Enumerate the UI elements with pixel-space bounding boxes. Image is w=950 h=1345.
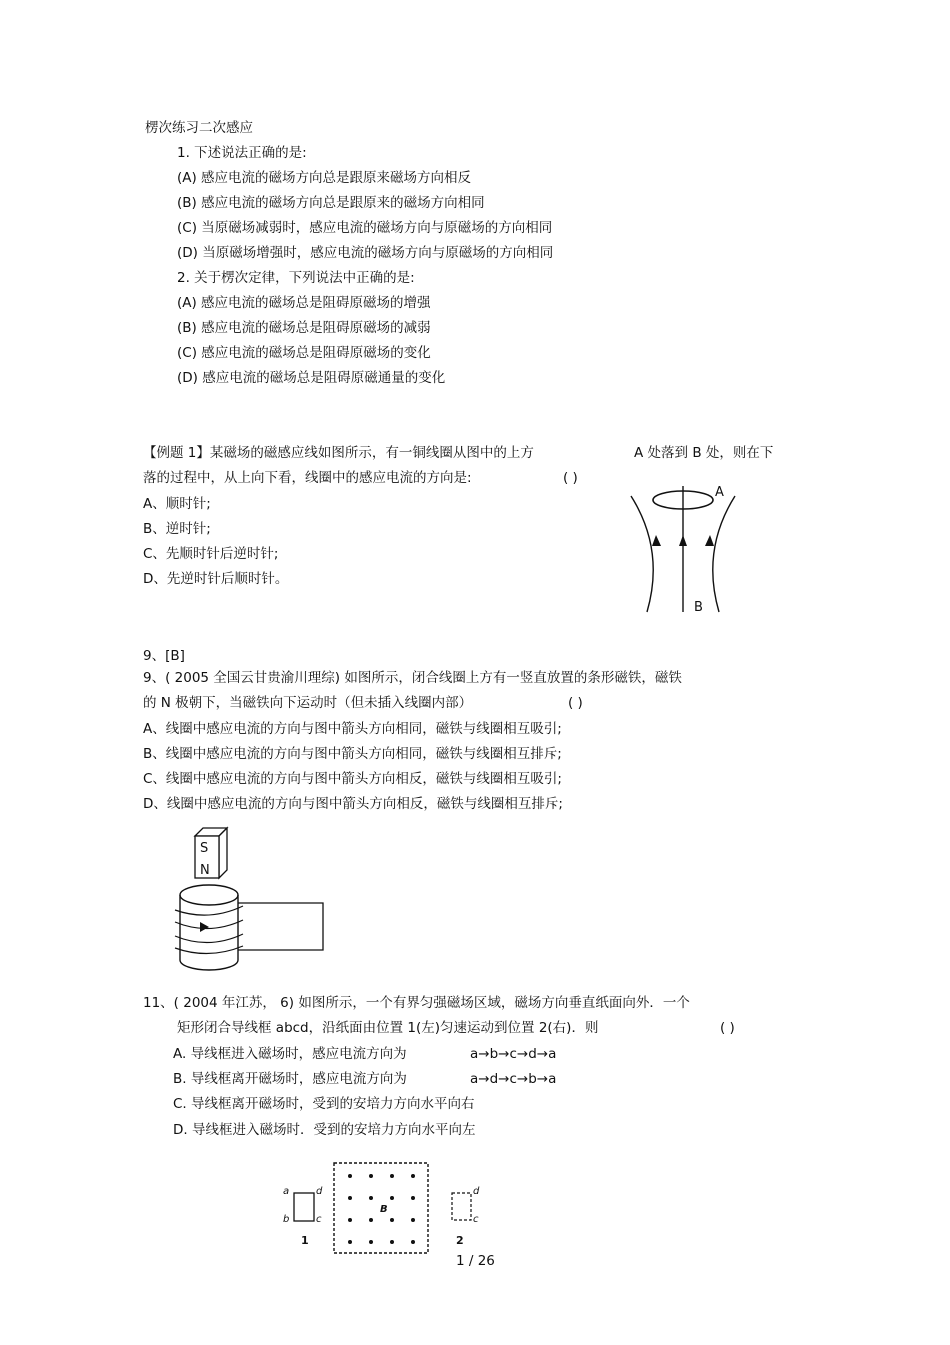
coil-winding-1 xyxy=(175,906,243,915)
magnet-side xyxy=(219,828,227,878)
q11-option-a: A. 导线框进入磁场时，感应电流方向为 xyxy=(173,1046,407,1062)
example1-answer-paren: ( ) xyxy=(563,470,578,486)
q11-option-a-value: a→b→c→d→a xyxy=(470,1046,557,1062)
right-field-line xyxy=(713,496,735,612)
example1-line1-b: A 处落到 B 处，则在下 xyxy=(634,445,774,461)
q11-option-b: B. 导线框离开磁场时，感应电流方向为 xyxy=(173,1071,407,1087)
left-arrow-icon xyxy=(652,535,661,546)
magnet-coil-figure xyxy=(165,822,335,972)
q11-option-d: D. 导线框进入磁场时．受到的安培力方向水平向左 xyxy=(173,1122,476,1138)
q9-answer-paren: ( ) xyxy=(568,695,583,711)
q2-stem: 2. 关于楞次定律，下列说法中正确的是: xyxy=(177,270,415,286)
page-number: 1 / 26 xyxy=(456,1253,495,1269)
q2-option-b: (B) 感应电流的磁场总是阻碍原磁场的减弱 xyxy=(177,320,431,336)
example1-line2: 落的过程中，从上向下看，线圈中的感应电流的方向是: xyxy=(143,470,472,486)
example1-option-d: D、先逆时针后顺时针。 xyxy=(143,571,289,587)
q11-answer-paren: ( ) xyxy=(720,1020,735,1036)
q1-option-b: (B) 感应电流的磁场方向总是跟原来的磁场方向相同 xyxy=(177,195,485,211)
frame1-a: a xyxy=(283,1186,290,1197)
example1-option-c: C、先顺时针后逆时针; xyxy=(143,546,279,562)
magnet-n-label: N xyxy=(200,863,210,878)
frame-position-1 xyxy=(294,1193,314,1221)
magnetic-field-figure xyxy=(280,1158,500,1258)
q9-answer: 9、[B] xyxy=(143,648,185,664)
frame-position-2 xyxy=(452,1193,471,1220)
coil-winding-3 xyxy=(175,934,243,943)
q9-option-a: A、线圈中感应电流的方向与图中箭头方向相同，磁铁与线圈相互吸引; xyxy=(143,721,562,737)
external-circuit xyxy=(238,903,323,950)
example1-line1-a: 【例题 1】某磁场的磁感应线如图所示，有一铜线圈从图中的上方 xyxy=(143,445,534,461)
position-2-label: 2 xyxy=(456,1234,464,1247)
q11-option-b-value: a→d→c→b→a xyxy=(470,1071,557,1087)
frame2-c: c xyxy=(473,1214,479,1225)
position-1-label: 1 xyxy=(301,1234,309,1247)
q11-line2: 矩形闭合导线框 abcd，沿纸面由位置 1(左)匀速运动到位置 2(右)．则 xyxy=(177,1020,599,1036)
frame1-c: c xyxy=(316,1214,322,1225)
q1-option-c: (C) 当原磁场减弱时，感应电流的磁场方向与原磁场的方向相同 xyxy=(177,220,553,236)
q1-option-d: (D) 当原磁场增强时，感应电流的磁场方向与原磁场的方向相同 xyxy=(177,245,554,261)
frame1-b: b xyxy=(283,1214,290,1225)
right-arrow-icon xyxy=(705,535,714,546)
current-arrow-icon xyxy=(200,922,209,932)
q2-option-d: (D) 感应电流的磁场总是阻碍原磁通量的变化 xyxy=(177,370,446,386)
q1-option-a: (A) 感应电流的磁场方向总是跟原来磁场方向相反 xyxy=(177,170,472,186)
q11-line1: 11、( 2004 年江苏， 6) 如图所示，一个有界匀强磁场区域，磁场方向垂直纸面向外．一个 xyxy=(143,995,690,1011)
q9-option-c: C、线圈中感应电流的方向与图中箭头方向相反，磁铁与线圈相互吸引; xyxy=(143,771,562,787)
q9-line2: 的 N 极朝下，当磁铁向下运动时（但未插入线圈内部） xyxy=(143,695,473,711)
q9-option-b: B、线圈中感应电流的方向与图中箭头方向相同，磁铁与线圈相互排斥; xyxy=(143,746,562,762)
example1-option-a: A、顺时针; xyxy=(143,496,211,512)
q9-line1: 9、( 2005 全国云甘贵渝川理综) 如图所示，闭合线圈上方有一竖直放置的条形磁铁，磁铁 xyxy=(143,670,682,686)
example1-option-b: B、逆时针; xyxy=(143,521,211,537)
q9-option-d: D、线圈中感应电流的方向与图中箭头方向相反，磁铁与线圈相互排斥; xyxy=(143,796,563,812)
q11-option-c: C. 导线框离开磁场时，受到的安培力方向水平向右 xyxy=(173,1096,475,1112)
center-arrow-icon xyxy=(679,535,687,546)
field-lines-figure xyxy=(625,480,755,620)
coil-top xyxy=(180,885,238,905)
left-field-line xyxy=(631,496,653,612)
frame2-d: d xyxy=(473,1186,480,1197)
q1-stem: 1. 下述说法正确的是: xyxy=(177,145,307,161)
label-a: A xyxy=(715,485,724,500)
label-b: B xyxy=(694,600,703,615)
coil-winding-4 xyxy=(175,946,243,954)
q2-option-c: (C) 感应电流的磁场总是阻碍原磁场的变化 xyxy=(177,345,431,361)
document-title: 楞次练习二次感应 xyxy=(145,120,253,136)
coil-winding-2 xyxy=(175,920,243,929)
q2-option-a: (A) 感应电流的磁场总是阻碍原磁场的增强 xyxy=(177,295,431,311)
magnet-s-label: S xyxy=(200,841,209,856)
coil-bottom xyxy=(180,960,238,970)
field-label-b: B xyxy=(380,1204,388,1215)
frame1-d: d xyxy=(316,1186,323,1197)
